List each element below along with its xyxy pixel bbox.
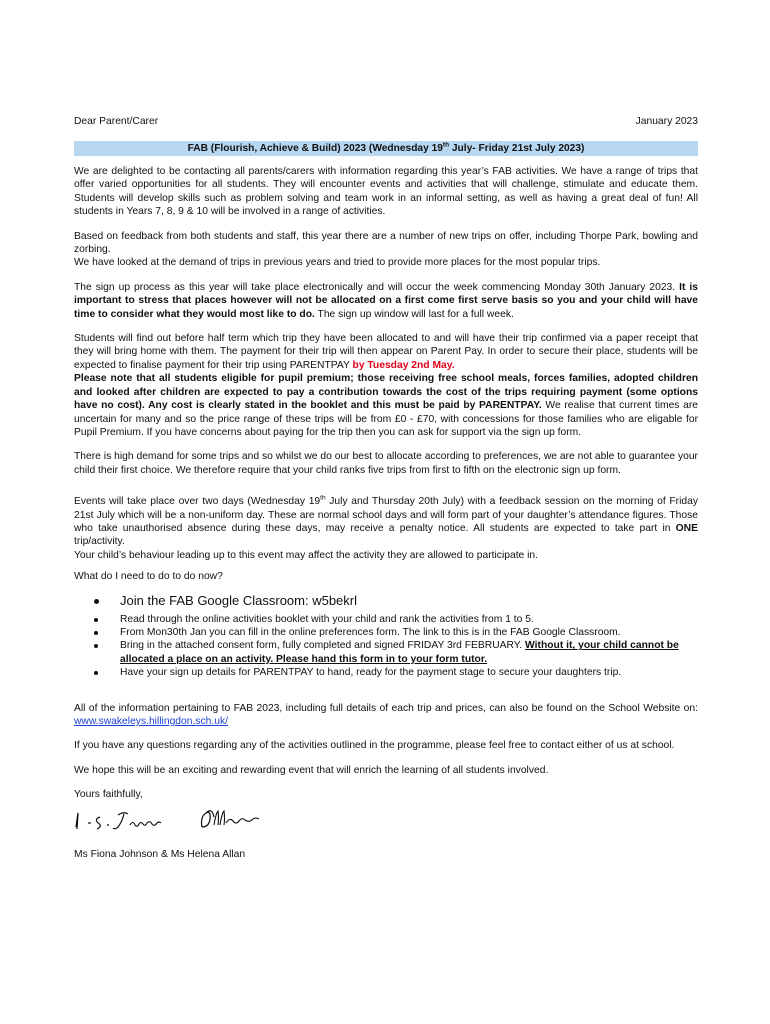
signup-bold: It is important to stress that places however will not be allocated on a first come first serve basis so you and your child will have time to consider what they would most like to do. bbox=[74, 281, 698, 320]
letter-body bbox=[74, 115, 698, 861]
demand-paragraph: There is high demand for some trips and so whilst we do our best to allocate according to preferences, we are not able to guarantee your child their first choice. We therefore require that your child ranks five trips from first to fifth on the electronic sign up form. bbox=[74, 451, 698, 476]
step-parentpay-details: Have your sign up details for PARENTPAY to hand, ready for the payment stage to secure your daughters trip. bbox=[120, 667, 622, 679]
signatories: Ms Fiona Johnson & Ms Helena Allan bbox=[74, 848, 246, 860]
feedback-line-1: Based on feedback from both students and staff, this year there are a number of new trips on offer, including Thorpe Park, bowling and zorbing. bbox=[74, 230, 698, 256]
banner-text-2: July- Friday 21st July 2023) bbox=[449, 143, 585, 154]
website-paragraph bbox=[74, 702, 698, 729]
events-paragraph bbox=[74, 495, 698, 562]
payment-paragraph bbox=[74, 332, 698, 439]
letter-date: January 2023 bbox=[635, 116, 698, 127]
letter-header bbox=[74, 115, 698, 129]
intro-paragraph: We are delighted to be contacting all parents/carers with information regarding this year’s FAB activities. We have a range of trips that offer varied opportunities for all students. They will encounter events and activities that will challenge, stimulate and educate them. Students will develop skills such as problem solving and team work in an informal setting, as well as having a great deal of fun! All students in Years 7, 8, 9 & 10 will be involved in a range of activities. bbox=[74, 166, 698, 218]
signatures bbox=[74, 804, 698, 836]
events-text-2: July and Thursday 20th July) with a feedback session on the morning of Friday 21st July which will be a non-uniform day. These are normal school days and will form part of your daughter’s attendance figures. Those who take unauthorised absence during these days, may receive a penalty notice. All students are expected to take part in bbox=[74, 496, 699, 534]
events-text-1: Events will take place over two days (Wednesday 19 bbox=[74, 496, 321, 508]
events-text-3: trip/activity. bbox=[74, 536, 125, 548]
bullet-icon bbox=[94, 599, 99, 604]
step-read-booklet: Read through the online activities booklet with your child and rank the activities from 1 to 5. bbox=[120, 613, 534, 625]
step-google-classroom: Join the FAB Google Classroom: w5bekrl bbox=[120, 592, 357, 608]
step-consent-form: Bring in the attached consent form, fully completed and signed FRIDAY 3rd FEBRUARY. bbox=[120, 640, 526, 652]
questions-paragraph: If you have any questions regarding any of the activities outlined in the programme, please feel free to contact either of us at school. bbox=[74, 740, 675, 752]
bullet-icon bbox=[94, 671, 98, 675]
bullet-icon bbox=[94, 631, 98, 635]
events-line-2: Your child’s behaviour leading up to this event may affect the activity they are allowed to participate in. bbox=[74, 549, 539, 561]
salutation: Dear Parent/Carer bbox=[74, 116, 159, 127]
signature-johnson bbox=[74, 805, 174, 835]
bullet-icon bbox=[94, 618, 98, 622]
list-item bbox=[74, 666, 698, 679]
events-one: ONE bbox=[675, 522, 698, 534]
signup-intro: The sign up process as this year will take place electronically and will occur the week commencing Monday 30th January 2023. bbox=[74, 281, 680, 293]
signoff: Yours faithfully, bbox=[74, 789, 143, 801]
banner-sup: th bbox=[442, 141, 450, 149]
school-website-link[interactable]: www.swakeleys.hillingdon.sch.uk/ bbox=[74, 716, 228, 727]
list-item bbox=[74, 592, 698, 610]
step-consent-warning: Without it, your child cannot be allocated a place on an activity. Please hand this form in to your form tutor. bbox=[120, 640, 679, 665]
feedback-line-2: We have looked at the demand of trips in previous years and tried to provide more places for the most popular trips. bbox=[74, 257, 601, 269]
step-preferences-form: From Mon30th Jan you can fill in the online preferences form. The link to this is in the FAB Google Classroom. bbox=[120, 626, 621, 638]
events-sup: th bbox=[320, 494, 326, 502]
list-item bbox=[74, 626, 698, 639]
question-line: What do I need to do to do now? bbox=[74, 571, 223, 583]
payment-bold-note: Please note that all students eligible for pupil premium; those receiving free school meals, forces families, adopted children and looked after children are expected to pay a contribution towards the cost of the trips requiring payment (some options have no cost). Any cost is clearly stated in the booklet and this must be paid by PARENTPAY. bbox=[74, 373, 698, 412]
banner-text-1: FAB (Flourish, Achieve & Build) 2023 (Wednesday 19 bbox=[187, 143, 443, 154]
signature-allan bbox=[196, 805, 266, 835]
signup-outro: The sign up window will last for a full week. bbox=[314, 308, 514, 320]
signup-paragraph bbox=[74, 281, 698, 321]
payment-deadline: by Tuesday 2nd May. bbox=[352, 359, 455, 371]
title-banner bbox=[74, 141, 698, 156]
payment-text: Students will find out before half term which trip they have been allocated to and will have their trip confirmed via a paper receipt that they will bring home with them. The payment for their trip will then appear on Parent Pay. In order to secure their place, students will be expected to finalise payment for their trip using PARENTPAY bbox=[74, 333, 698, 371]
feedback-paragraph bbox=[74, 230, 698, 270]
list-item bbox=[74, 639, 698, 666]
list-item bbox=[74, 613, 698, 626]
bullet-icon bbox=[94, 644, 98, 648]
steps-list bbox=[74, 592, 698, 680]
website-text: All of the information pertaining to FAB 2023, including full details of each trip and prices, can also be found on the School Website on: bbox=[74, 702, 698, 714]
payment-outro: We realise that current times are uncertain for many and so the price range of these trips will be from £0 - £70, with concessions for those families who are eligable for Pupil Premium. If you have concerns about paying for the trip then you can ask for support via the sign up form. bbox=[74, 400, 698, 438]
closing-paragraph: We hope this will be an exciting and rewarding event that will enrich the learning of all students involved. bbox=[74, 764, 549, 776]
